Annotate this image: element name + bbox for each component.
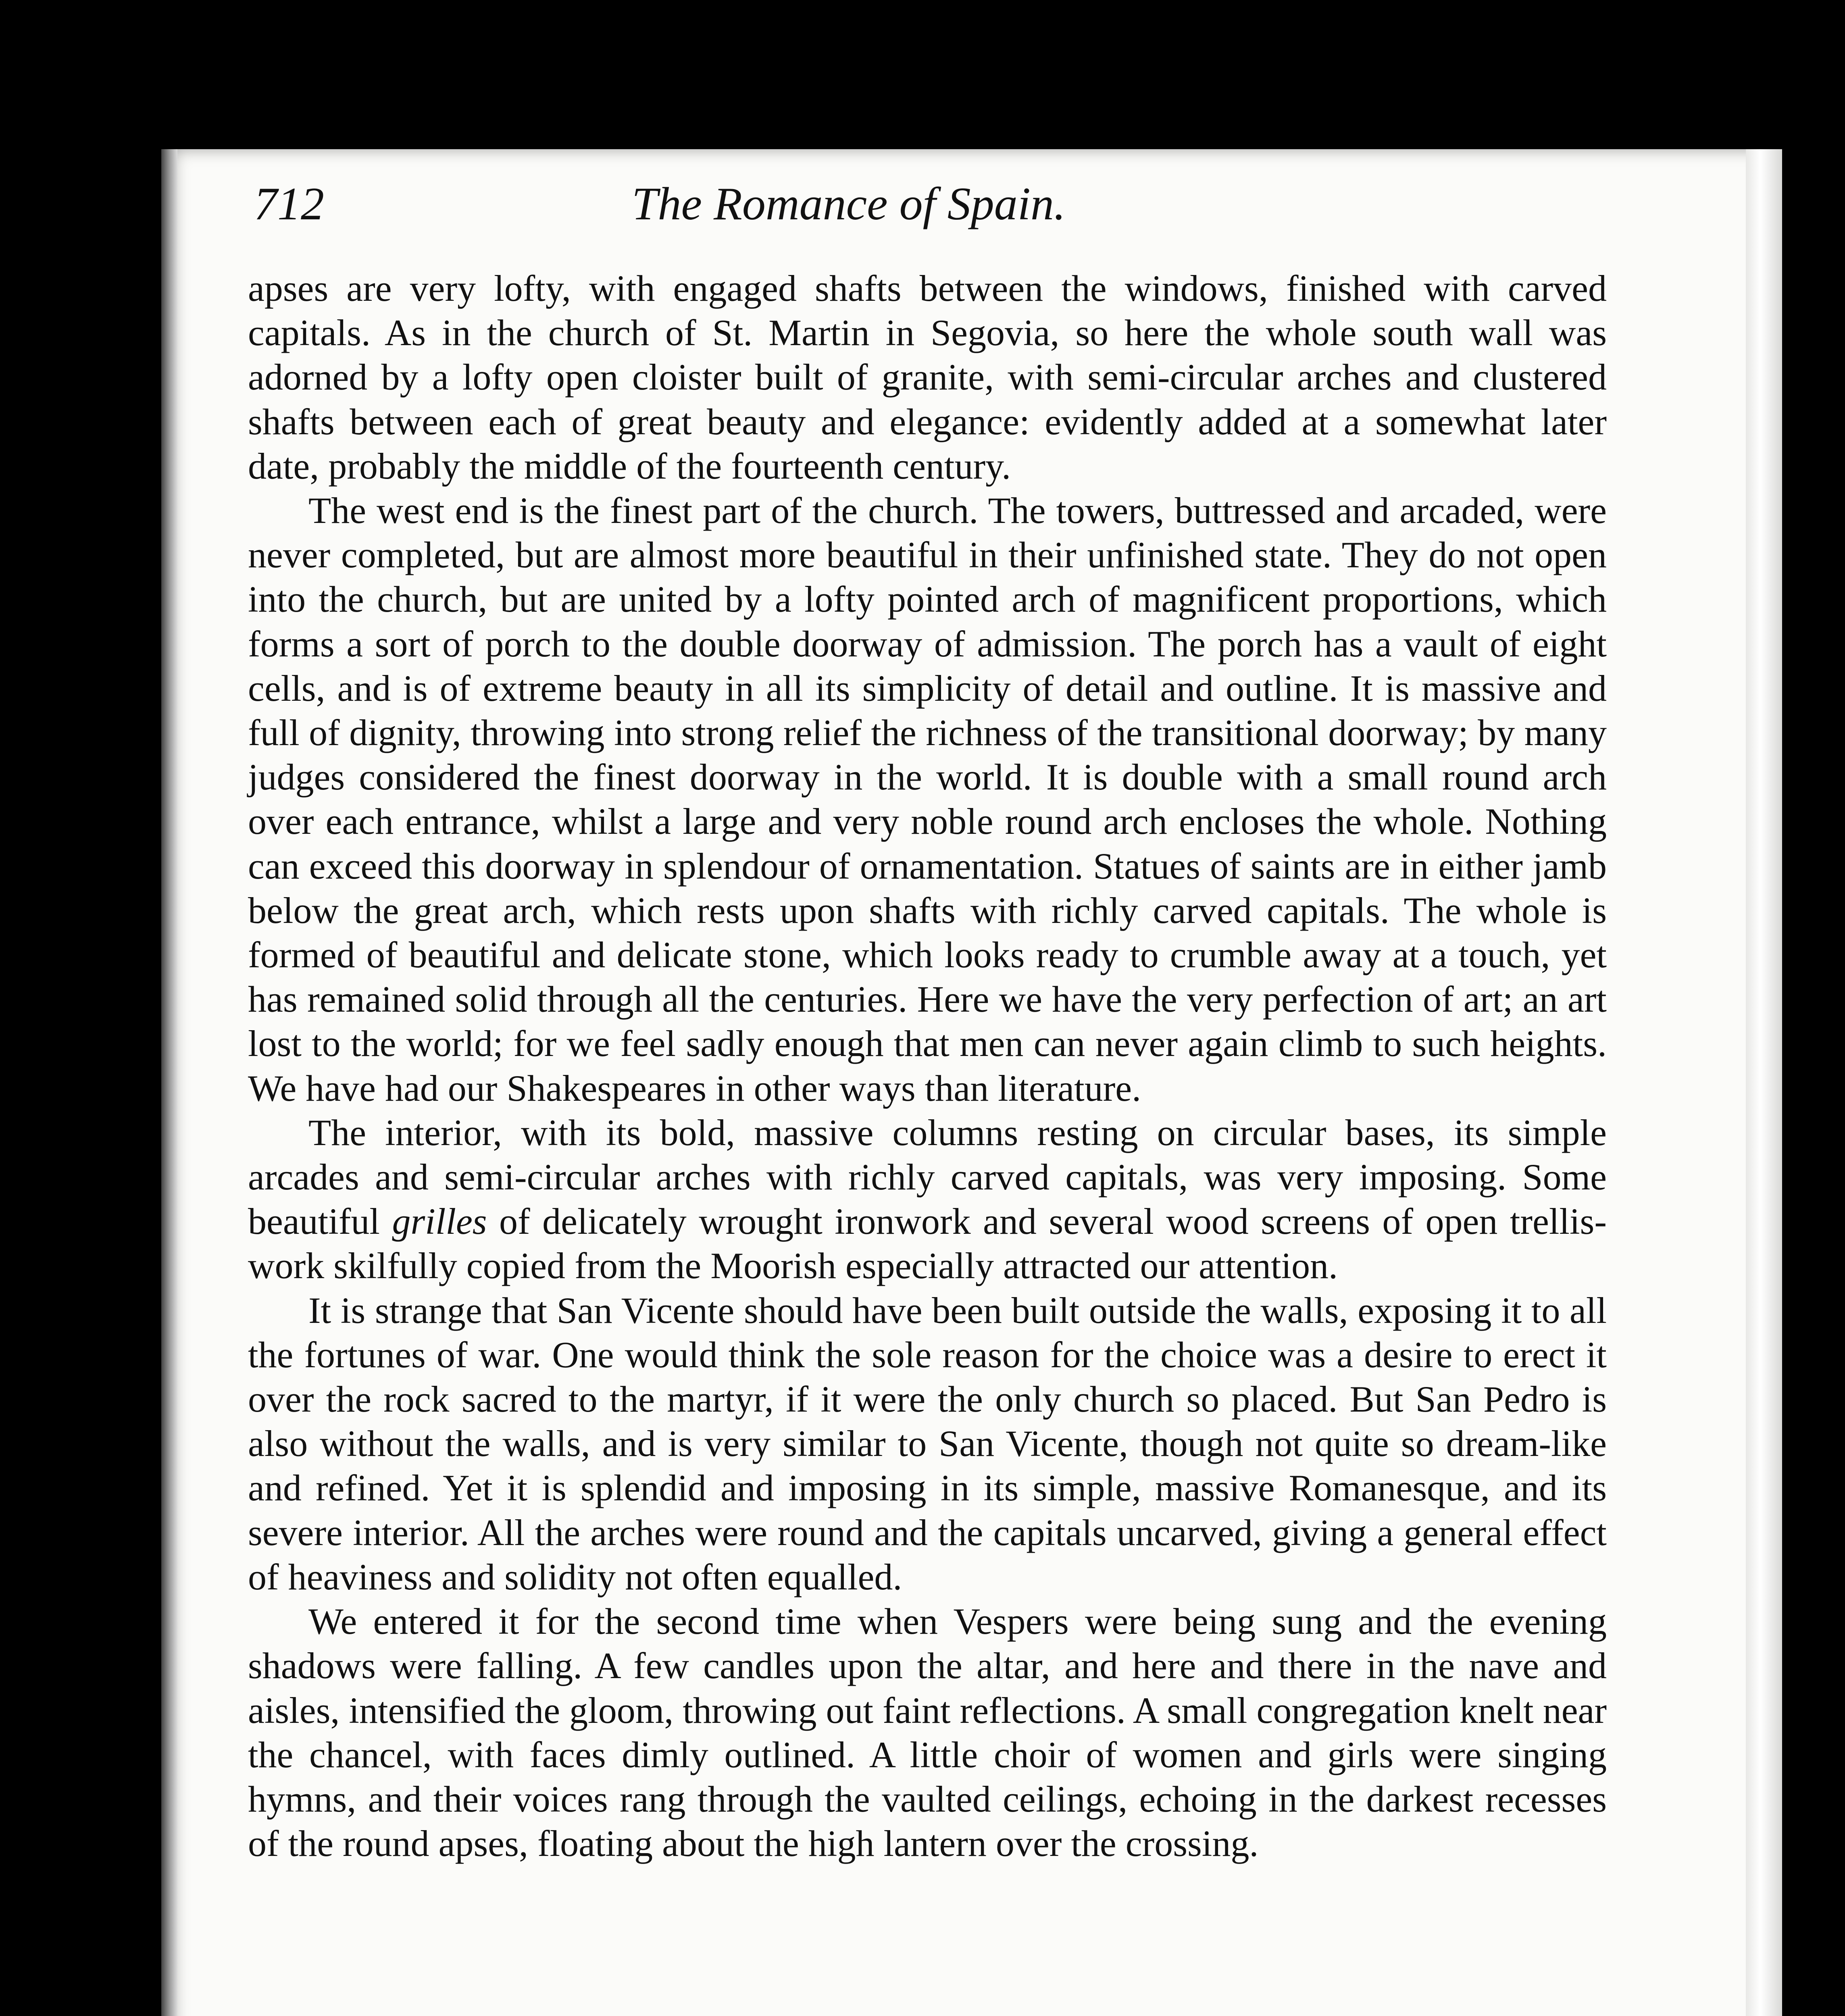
paragraph-3-italic: grilles [392, 1201, 487, 1242]
paragraph-5: We entered it for the second time when Vespers were being sung and the evening shadows were falling. A few candles upon the altar, and here and there in the nave and aisles, intensified the gloom, throwing out faint reflections. A small congregation knelt near the chancel, with faces dimly outlined. A little choir of women and girls were singing hymns, and their voices rang through the vaulted ceilings, echoing in the darkest recesses of the round apses, floating about the high lantern over the crossing. [248, 1601, 1607, 1864]
page-number: 712 [254, 178, 324, 230]
paragraph-3 [248, 1110, 1607, 1288]
paragraph-3-after: of delicately wrought ironwork and several wood screens of open trellis-work skilfully copied from the Moorish especially attracted our attention. [248, 1201, 1607, 1287]
page-header [254, 177, 1443, 258]
page-edge [1746, 149, 1782, 2016]
running-title: The Romance of Spain. [631, 178, 1066, 230]
paragraph-4: It is strange that San Vicente should have been built outside the walls, exposing it to all the fortunes of war. One would think the sole reason for the choice was a desire to erect it over the rock sacred to the martyr, if it were the only church so placed. But San Pedro is also without the walls, and is very similar to San Vicente, though not quite so dream-like and refined. Yet it is splendid and imposing in its simple, massive Romanesque, and its severe interior. All the arches were round and the capitals uncarved, giving a general effect of heaviness and solidity not often equalled. [248, 1289, 1607, 1597]
paragraph-1: apses are very lofty, with engaged shafts between the windows, finished with carved capitals. As in the church of St. Martin in Segovia, so here the whole south wall was adorned by a lofty open cloister built of granite, with semi-circular arches and clustered shafts between each of great beauty and elegance: evidently added at a somewhat later date, probably the middle of the fourteenth century. [248, 268, 1607, 487]
paragraph-3-before: The interior, with its bold, massive columns resting on circular bases, its simple arcades and semi-circular arches with richly carved capitals, was very imposing. Some beautiful [248, 1112, 1607, 1242]
page-binding-shadow [161, 149, 177, 2016]
body-text [248, 266, 1607, 1866]
paragraph-2: The west end is the finest part of the church. The towers, buttressed and arcaded, were never completed, but are almost more beautiful in their unfinished state. They do not open into the church, but are united by a lofty pointed arch of magnificent proportions, which forms a sort of porch to the double doorway of admission. The porch has a vault of eight cells, and is of extreme beauty in all its simplicity of detail and outline. It is massive and full of dignity, throwing into strong relief the richness of the transitional doorway; by many judges considered the finest doorway in the world. It is double with a small round arch over each entrance, whilst a large and very noble round arch encloses the whole. Nothing can exceed this doorway in splendour of ornamentation. Statues of saints are in either jamb below the great arch, which rests upon shafts with richly carved capitals. The whole is formed of beautiful and delicate stone, which looks ready to crumble away at a touch, yet has remained solid through all the centuries. Here we have the very perfection of art; an art lost to the world; for we feel sadly enough that men can never again climb to such heights. We have had our Shakespeares in other ways than literature. [248, 490, 1607, 1109]
